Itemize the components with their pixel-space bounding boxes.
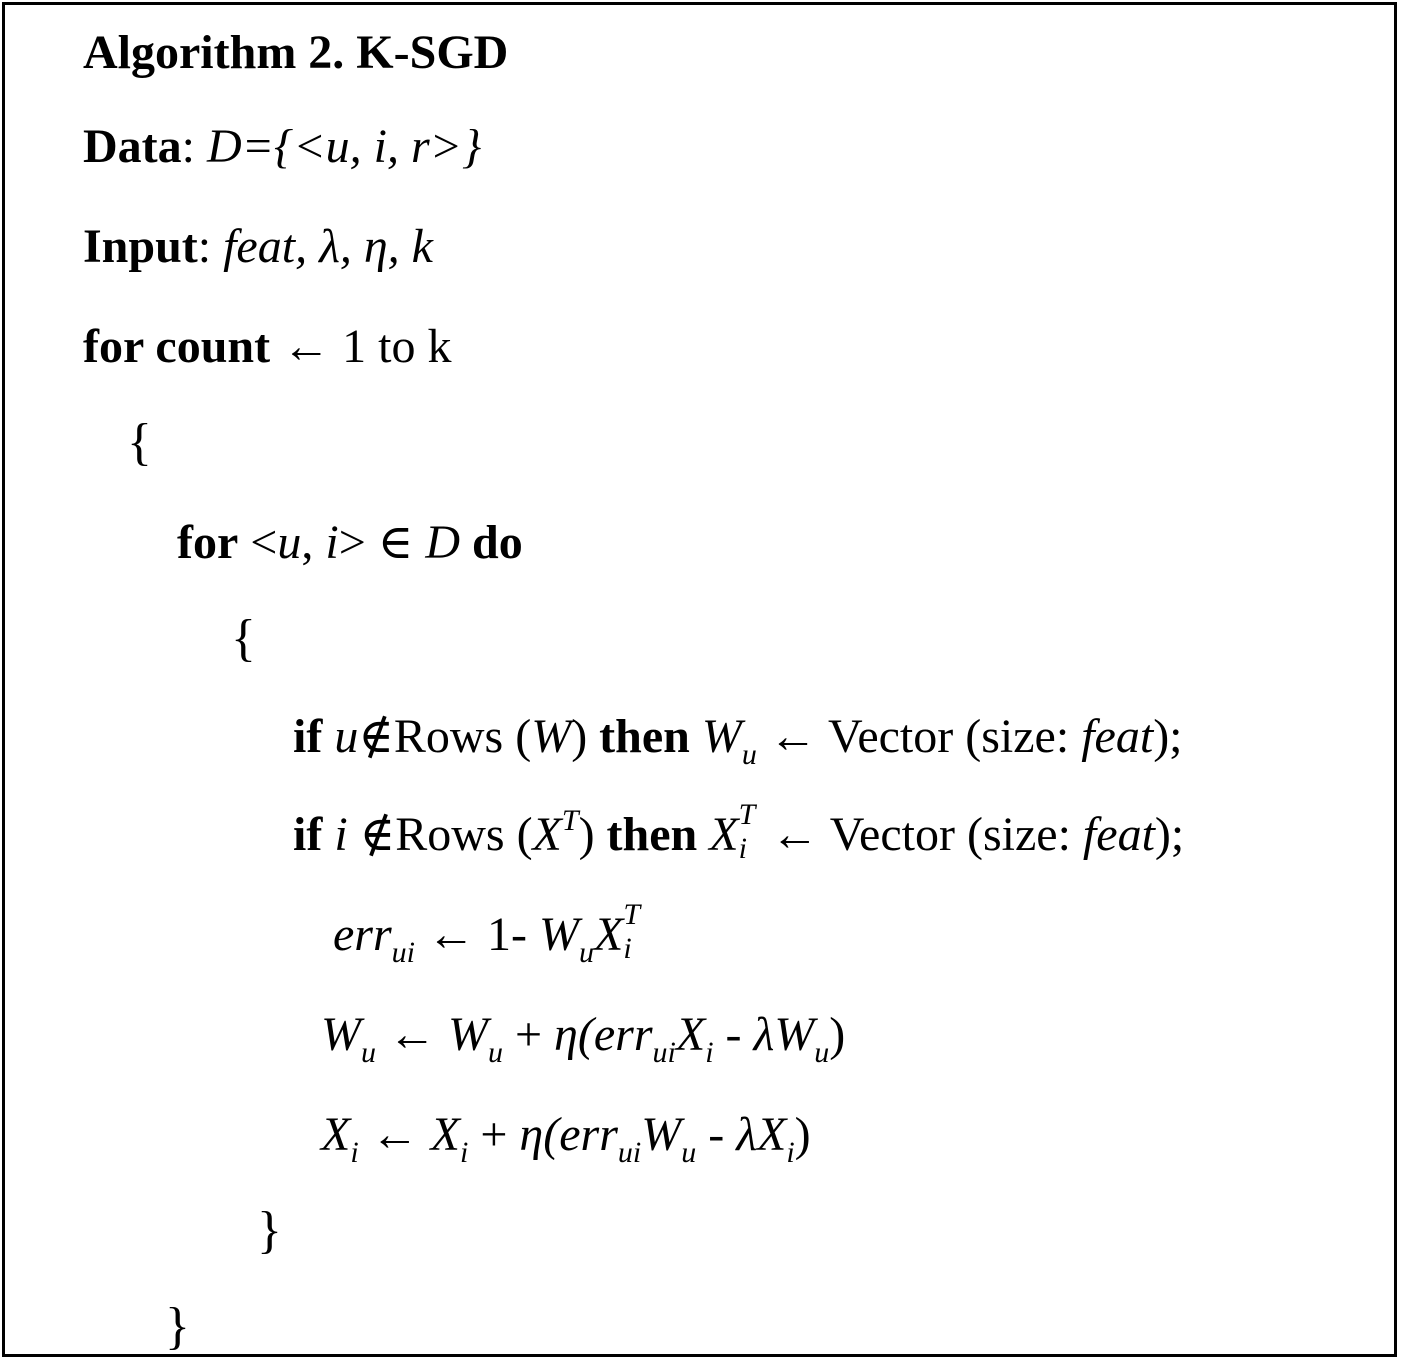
x-update-W-sub: u [681,1136,697,1169]
inner-for-u: u [277,516,302,569]
x-update-X3-sub: i [786,1136,795,1169]
x-update-close: ) [794,1108,811,1161]
w-update-W3-sub: u [814,1036,830,1069]
if-w-var: u [334,710,359,763]
if-x-assign: ← Vector (size: [770,808,1083,861]
x-update-err-sub: ui [617,1136,642,1169]
inner-for-i: i [325,516,339,569]
input-expression: feat, λ, η, k [223,220,433,273]
if-w-W: W [531,710,572,763]
w-update-W3: W [774,1008,815,1061]
x-update-arrow: ← [358,1108,431,1161]
x-update-lambda: λ [736,1108,757,1161]
if-w-assign: ← Vector (size: [768,710,1082,763]
err-X-sub: i [623,932,632,965]
if-x-close: ) [578,808,595,861]
w-update-err-sub: ui [652,1036,676,1069]
w-update-line [321,1005,846,1069]
x-update-eta: η( [519,1108,560,1161]
w-update-W1-sub: u [360,1036,376,1069]
if-x-feat: feat [1082,808,1155,861]
if-x-keyword: if [293,808,323,861]
outer-for-line [83,317,451,377]
err-line [333,898,643,969]
if-x-X: X [532,808,562,861]
if-w-close: ) [571,710,588,763]
if-w-lhs-sub: u [741,738,757,771]
if-w-lhs: W [701,710,742,763]
inner-for-keyword: for [177,516,239,569]
data-expression: D={<u, i, r>} [207,120,482,173]
err-sub: ui [391,936,416,969]
input-label: Input [83,220,198,273]
w-update-plus: + [502,1008,555,1061]
w-update-arrow: ← [375,1008,448,1061]
x-update-err: err [559,1108,618,1161]
w-update-err: err [593,1008,653,1061]
outer-for-keyword: for count [83,320,271,373]
if-w-then: then [599,710,690,763]
w-update-eta: η( [554,1008,594,1061]
data-label: Data [83,120,182,173]
inner-for-D: D [425,516,460,569]
if-x-condition: ∉Rows ( [359,808,533,861]
inner-for-lt: < [250,516,278,569]
x-update-X3: X [757,1108,787,1161]
inner-for-do: do [472,516,523,569]
x-update-X2-sub: i [460,1136,469,1169]
w-update-lambda: λ [753,1008,775,1061]
inner-for-comma: , [301,516,326,569]
if-w-line [293,707,1183,771]
err-X-sup: T [623,898,640,931]
input-line: Input: feat, λ, η, k [83,220,433,273]
err-X-scripts [623,898,643,965]
inner-close-brace: } [257,1202,282,1259]
x-update-line [321,1105,811,1169]
inner-open-brace: { [231,610,256,667]
if-x-lhs: X [709,808,739,861]
w-update-close: ) [829,1008,846,1061]
algorithm-box [2,2,1397,1357]
if-w-keyword: if [293,710,323,763]
x-update-X1: X [321,1108,351,1161]
if-x-X-sup: T [561,804,579,837]
if-x-var: i [334,808,348,861]
w-update-minus: - [713,1008,754,1061]
x-update-X2: X [430,1108,460,1161]
w-update-X-sub: i [705,1036,714,1069]
err-X: X [593,908,624,961]
outer-for-range: ← 1 to k [282,320,452,373]
if-x-lhs-sub: i [738,832,747,865]
outer-close-brace: } [165,1298,190,1355]
err-W-sub: u [578,936,594,969]
inner-for-line [177,513,523,573]
w-update-W1: W [321,1008,361,1061]
outer-open-brace: { [127,414,152,471]
x-update-plus: + [468,1108,520,1161]
if-x-then: then [606,808,698,861]
if-w-feat: feat [1081,710,1154,763]
if-x-end: ); [1154,808,1185,861]
data-line: Data: D={<u, i, r>} [83,120,482,173]
err-symbol: err [333,908,392,961]
w-update-W2-sub: u [487,1036,503,1069]
err-W: W [539,908,579,961]
x-update-W: W [641,1108,682,1161]
algorithm-title: Algorithm 2. K-SGD [83,26,509,79]
if-w-end: ); [1153,710,1183,763]
if-x-lhs-sup: T [738,798,756,831]
if-w-condition: ∉Rows ( [358,710,532,763]
inner-for-in: > ∈ [338,516,426,569]
w-update-X: X [675,1008,706,1061]
x-update-minus: - [696,1108,737,1161]
x-update-X1-sub: i [350,1136,359,1169]
err-assign: ← 1- [427,908,539,961]
if-x-lhs-scripts [738,798,759,865]
w-update-W2: W [447,1008,488,1061]
if-x-line [293,798,1185,865]
